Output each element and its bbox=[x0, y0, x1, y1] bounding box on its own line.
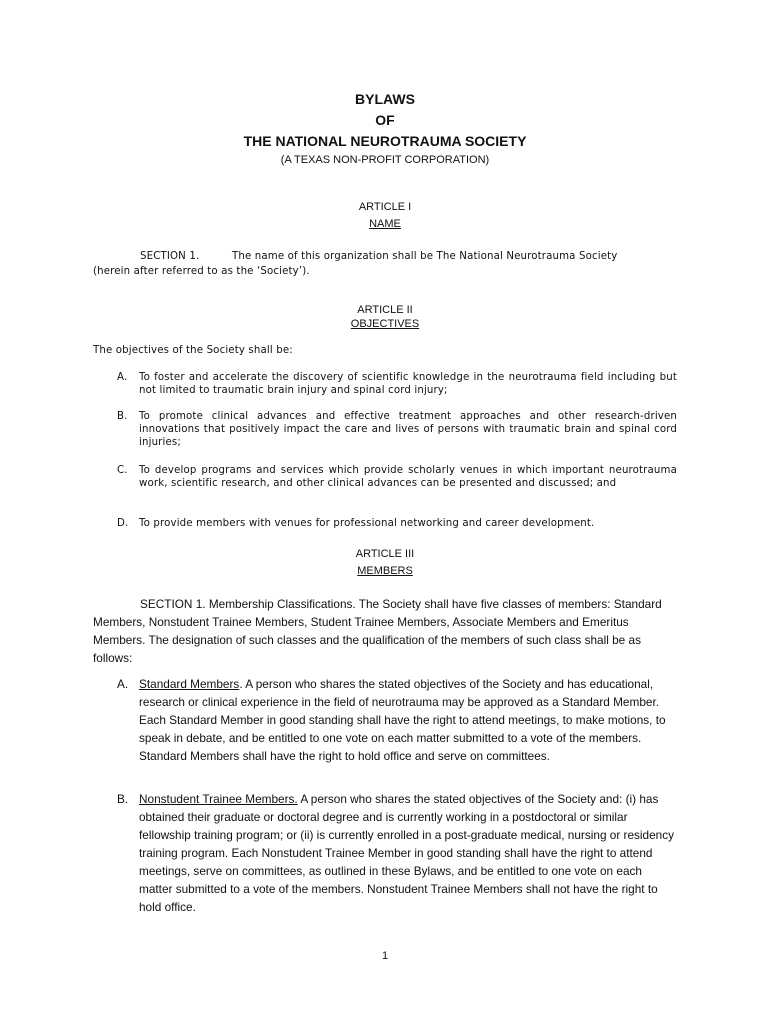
member-b-description: A person who shares the stated objectives of the Society and: (i) has obtained their graduate or doctoral degree and is currently working in a postdoctoral or similar fellowship training program; or (ii) is currently enrolled in a post-graduate medical, nursing or residency training program. Each Nonstudent Trainee Member in good standing shall have the right to attend meetings, serve on committees, as outlined in these Bylaws, and be entitled to one vote on each matter submitted to a vote of the members. Nonstudent Trainee Members shall not have the right to hold office. bbox=[139, 792, 675, 914]
article-1-name bbox=[0, 217, 770, 232]
article-3-name bbox=[0, 564, 770, 579]
article-2-intro: The objectives of the Society shall be: bbox=[93, 345, 293, 356]
title-society-name: THE NATIONAL NEUROTRAUMA SOCIETY bbox=[243, 133, 527, 149]
article-1-section-1 bbox=[140, 250, 680, 263]
objective-b-text: To promote clinical advances and effective treatment approaches and other research-driven innovations that positively impact the care and lives of persons with traumatic brain and spinal cord injuries; bbox=[139, 411, 677, 448]
objective-a-label: A. bbox=[117, 372, 128, 383]
objective-a-text: To foster and accelerate the discovery of scientific knowledge in the neurotrauma field including but not limited to traumatic brain injury and spinal cord injury; bbox=[139, 372, 677, 396]
objective-c-text: To develop programs and services which provide scholarly venues in which important neurotrauma work, scientific research, and other clinical advances can be presented and discussed; and bbox=[139, 465, 677, 489]
objective-d-label: D. bbox=[117, 518, 129, 529]
article-1-section-1-cont: (herein after referred to as the ‘Society’). bbox=[93, 266, 310, 277]
member-a-text bbox=[139, 675, 677, 765]
objective-b-label: B. bbox=[117, 411, 128, 422]
title-bylaws: BYLAWS bbox=[355, 91, 415, 107]
member-a-term: Standard Members bbox=[139, 677, 240, 691]
article-1-name-text: NAME bbox=[369, 218, 401, 230]
title-of: OF bbox=[375, 112, 395, 128]
member-b-text bbox=[139, 790, 677, 916]
article-3-section-1: SECTION 1. Membership Classifications. The Society shall have five classes of members: Standard Members, Nonstudent Trainee Members, Student Trainee Members, Associate Members and Emeritus Members. The designation of such classes and the qualification of the members of such class shall be as follows: bbox=[93, 597, 662, 665]
article-1-section-label: SECTION 1. bbox=[140, 251, 200, 262]
objective-d-text: To provide members with venues for professional networking and career development. bbox=[139, 518, 595, 529]
article-2-name bbox=[0, 317, 770, 332]
article-2-name-text: OBJECTIVES bbox=[350, 318, 420, 330]
article-3-heading: ARTICLE III bbox=[355, 548, 415, 560]
objective-c-label: C. bbox=[117, 465, 128, 476]
member-b-term: Nonstudent Trainee Members. bbox=[139, 792, 298, 806]
page-number: 1 bbox=[381, 950, 389, 962]
article-1-section-text-a: The name of this organization shall be The National Neurotrauma Society bbox=[232, 251, 618, 262]
member-b-label: B. bbox=[117, 792, 129, 806]
article-2-heading: ARTICLE II bbox=[357, 304, 413, 316]
member-a-label: A. bbox=[117, 677, 129, 691]
member-a-description: . A person who shares the stated objectives of the Society and has educational, research or clinical experience in the field of neurotrauma may be approved as a Standard Member. Each Standard Member in good standing shall have the right to attend meetings, to make motions, to speak in debate, and be entitled to one vote on each matter submitted to a vote of the members. Standard Members shall have the right to hold office and serve on committees. bbox=[139, 677, 666, 763]
title-subtitle: (A TEXAS NON-PROFIT CORPORATION) bbox=[280, 154, 490, 166]
article-3-name-text: MEMBERS bbox=[357, 565, 413, 577]
article-1-heading: ARTICLE I bbox=[358, 201, 412, 213]
